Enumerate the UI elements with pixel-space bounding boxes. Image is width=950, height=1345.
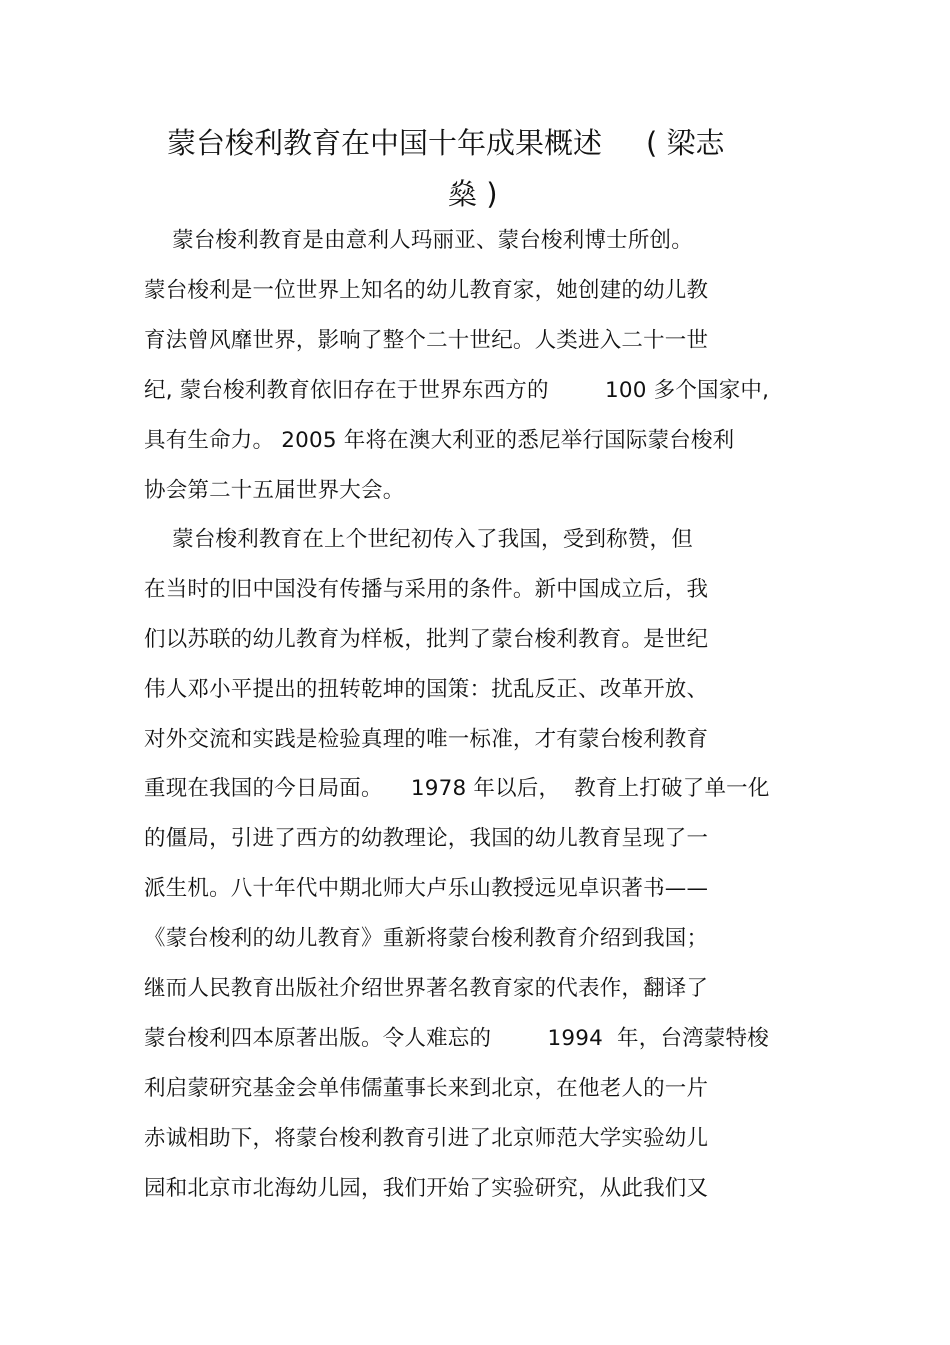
paragraph-2-line-10: 继而人民教育出版社介绍世界著名教育家的代表作，翻译了	[144, 976, 709, 1001]
paragraph-1-line-6: 协会第二十五届世界大会。	[144, 478, 405, 503]
paragraph-2-line-5: 对外交流和实践是检验真理的唯一标准，才有蒙台梭利教育	[144, 727, 709, 752]
document-title-line-1	[167, 125, 725, 161]
paragraph-2-line-12: 利启蒙研究基金会单伟儒董事长来到北京，在他老人的一片	[144, 1076, 709, 1101]
paragraph-2-line-6: 重现在我国的今日局面。 1978 年以后， 教育上打破了单一化	[144, 776, 770, 801]
paragraph-2-line-1: 蒙台梭利教育在上个世纪初传入了我国，受到称赞，但	[144, 527, 693, 552]
paragraph-1-line-2: 蒙台梭利是一位世界上知名的幼儿教育家，她创建的幼儿教	[144, 278, 709, 303]
paragraph-2-line-2: 在当时的旧中国没有传播与采用的条件。新中国成立后，我	[144, 577, 709, 602]
paragraph-2-line-3: 们以苏联的幼儿教育为样板，批判了蒙台梭利教育。是世纪	[144, 627, 709, 652]
document-title-line-2: 燊 )	[448, 177, 498, 211]
paragraph-2-line-7: 的僵局，引进了西方的幼教理论，我国的幼儿教育呈现了一	[144, 826, 709, 851]
paragraph-1-line-3: 育法曾风靡世界，影响了整个二十世纪。人类进入二十一世	[144, 328, 709, 353]
paragraph-2-line-13: 赤诚相助下，将蒙台梭利教育引进了北京师范大学实验幼儿	[144, 1126, 709, 1151]
document-title-main: 蒙台梭利教育在中国十年成果概述	[167, 126, 603, 160]
paragraph-2-line-8: 派生机。八十年代中期北师大卢乐山教授远见卓识著书——	[144, 876, 709, 901]
document-title-author-start: ( 梁志	[646, 126, 725, 160]
paragraph-2-line-9: 《蒙台梭利的幼儿教育》重新将蒙台梭利教育介绍到我国；	[144, 926, 709, 951]
paragraph-1-line-4: 纪, 蒙台梭利教育依旧存在于世界东西方的 100 多个国家中,	[144, 378, 770, 403]
paragraph-2-line-4: 伟人邓小平提出的扭转乾坤的国策：扰乱反正、改革开放、	[144, 677, 709, 702]
paragraph-2-line-14: 园和北京市北海幼儿园，我们开始了实验研究，从此我们又	[144, 1176, 709, 1201]
paragraph-1-line-1: 蒙台梭利教育是由意利人玛丽亚、蒙台梭利博士所创。	[144, 228, 693, 253]
paragraph-1-line-5: 具有生命力。 2005 年将在澳大利亚的悉尼举行国际蒙台梭利	[144, 428, 735, 453]
paragraph-2-line-11: 蒙台梭利四本原著出版。令人难忘的 1994 年，台湾蒙特梭	[144, 1026, 769, 1051]
